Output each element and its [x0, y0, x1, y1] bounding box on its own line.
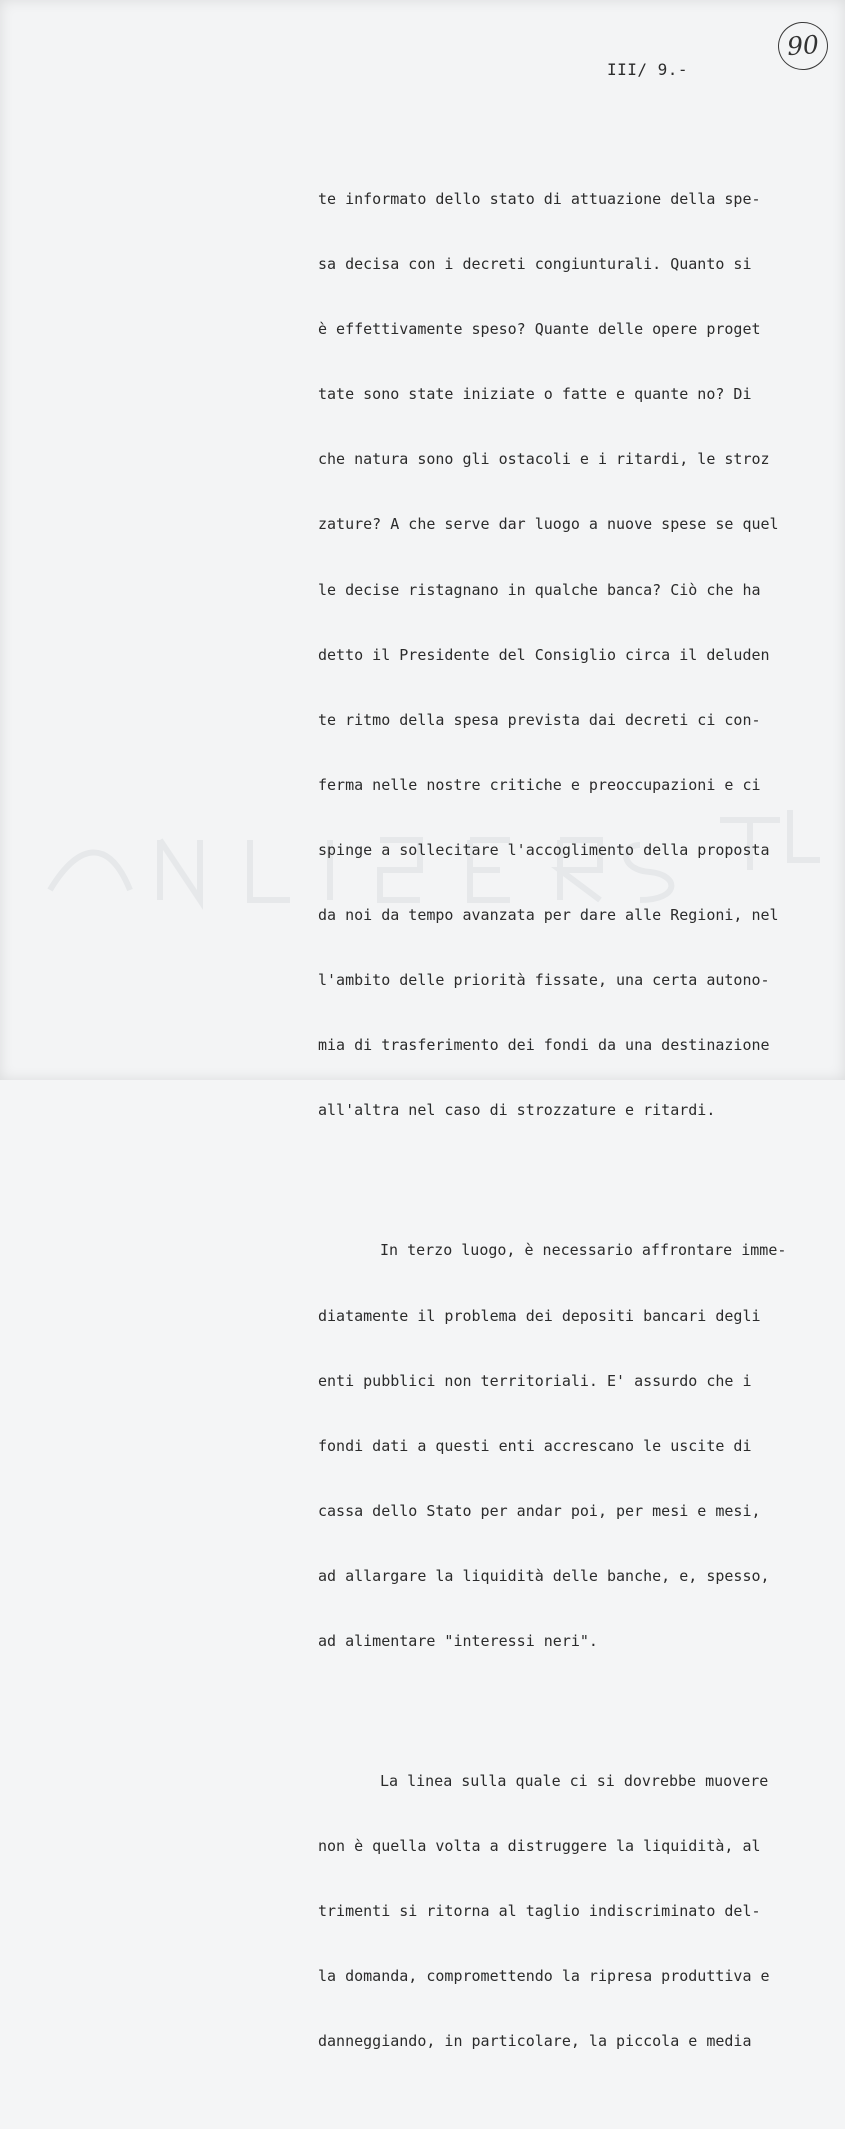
text-line: cassa dello Stato per andar poi, per mesi e mesi, [318, 1501, 761, 1520]
text-line: le decise ristagnano in qualche banca? Ciò che ha [318, 580, 761, 599]
text-line: mia di trasferimento dei fondi da una destinazione [318, 1036, 770, 1055]
paragraph-3 [318, 1728, 828, 2092]
text-line: da noi da tempo avanzata per dare alle Regioni, nel [318, 906, 779, 925]
text-line: la domanda, compromettendo la ripresa produttiva e [318, 1967, 770, 1986]
text-line: spinge a sollecitare l'accoglimento della proposta [318, 840, 770, 859]
text-line: l'ambito delle priorità fissate, una certa autono- [318, 971, 770, 990]
text-line: fondi dati a questi enti accrescano le uscite di [318, 1436, 752, 1455]
text-line: diatamente il problema dei depositi bancari degli [318, 1306, 761, 1325]
page-number: III/ 9.- [607, 60, 689, 79]
text-line: ad allargare la liquidità delle banche, e, spesso, [318, 1566, 770, 1585]
text-line: te informato dello stato di attuazione della spe- [318, 190, 761, 208]
typed-text-body [318, 113, 828, 2129]
text-line: La linea sulla quale ci si dovrebbe muovere [380, 1772, 769, 1791]
text-line: non è quella volta a distruggere la liquidità, al [318, 1837, 761, 1856]
text-line: sa decisa con i decreti congiunturali. Quanto si [318, 255, 752, 274]
text-line: che natura sono gli ostacoli e i ritardi, le stroz [318, 450, 770, 469]
text-line: è effettivamente speso? Quante delle opere proget [318, 320, 761, 339]
text-line: trimenti si ritorna al taglio indiscriminato del- [318, 1902, 761, 1921]
text-line: enti pubblici non territoriali. E' assurdo che i [318, 1371, 752, 1390]
handwritten-page-stamp: 90 [776, 20, 829, 71]
text-line: all'altra nel caso di strozzature e ritardi. [318, 1101, 716, 1120]
text-line: danneggiando, in particolare, la piccola e media [318, 2032, 752, 2051]
text-line: zature? A che serve dar luogo a nuove spese se quel [318, 515, 779, 534]
paragraph-2 [318, 1197, 828, 1692]
text-line: detto il Presidente del Consiglio circa il deluden [318, 645, 770, 664]
text-line: ferma nelle nostre critiche e preoccupazioni e ci [318, 775, 761, 794]
text-line: ad alimentare "interessi neri". [318, 1631, 598, 1650]
text-line: te ritmo della spesa prevista dai decreti ci con- [318, 710, 761, 729]
text-line: In terzo luogo, è necessario affrontare imme- [380, 1241, 787, 1260]
paragraph-1 [318, 149, 828, 1161]
text-line: tate sono state iniziate o fatte e quante no? Di [318, 385, 752, 404]
